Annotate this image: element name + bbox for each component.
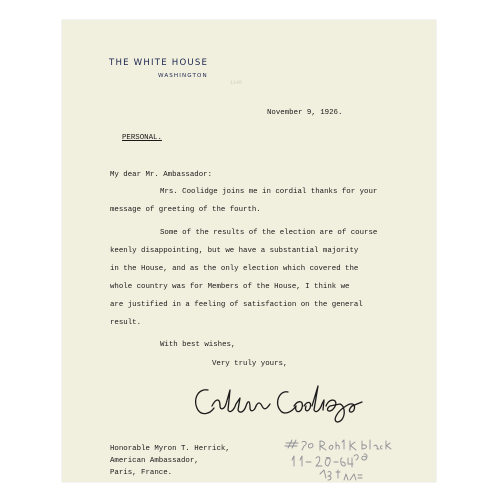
addressee-line: Paris, France. <box>110 469 173 477</box>
body-line: Mrs. Coolidge joins me in cordial thanks for your <box>160 188 378 196</box>
body-line: Some of the results of the election are of course <box>160 229 378 237</box>
personal-marking: PERSONAL. <box>122 134 162 142</box>
body-line: are justified in a feeling of satisfaction on the general <box>110 301 363 309</box>
body-line: keenly disappointing, but we have a substantial majority <box>110 247 359 255</box>
letterhead-subtitle: WASHINGTON <box>158 73 208 79</box>
closing-wishes: With best wishes, <box>160 341 236 349</box>
body-line: result. <box>110 319 142 327</box>
letter-date: November 9, 1926. <box>267 109 343 117</box>
body-line: message of greeting of the fourth. <box>110 206 261 214</box>
addressee-line: Honorable Myron T. Herrick, <box>110 445 230 453</box>
body-line: whole country was for Members of the House, I think we <box>110 283 350 291</box>
letter-page <box>62 20 436 482</box>
letterhead-title: THE WHITE HOUSE <box>109 58 209 68</box>
salutation: My dear Mr. Ambassador: <box>110 171 213 179</box>
pencil-note <box>284 438 394 482</box>
body-line: in the House, and as the only election which covered the <box>110 265 359 273</box>
addressee-line: American Ambassador, <box>110 457 199 465</box>
signature <box>190 376 380 426</box>
closing-sign-off: Very truly yours, <box>212 360 288 368</box>
faint-stamp-mark: 1145 <box>230 80 243 86</box>
